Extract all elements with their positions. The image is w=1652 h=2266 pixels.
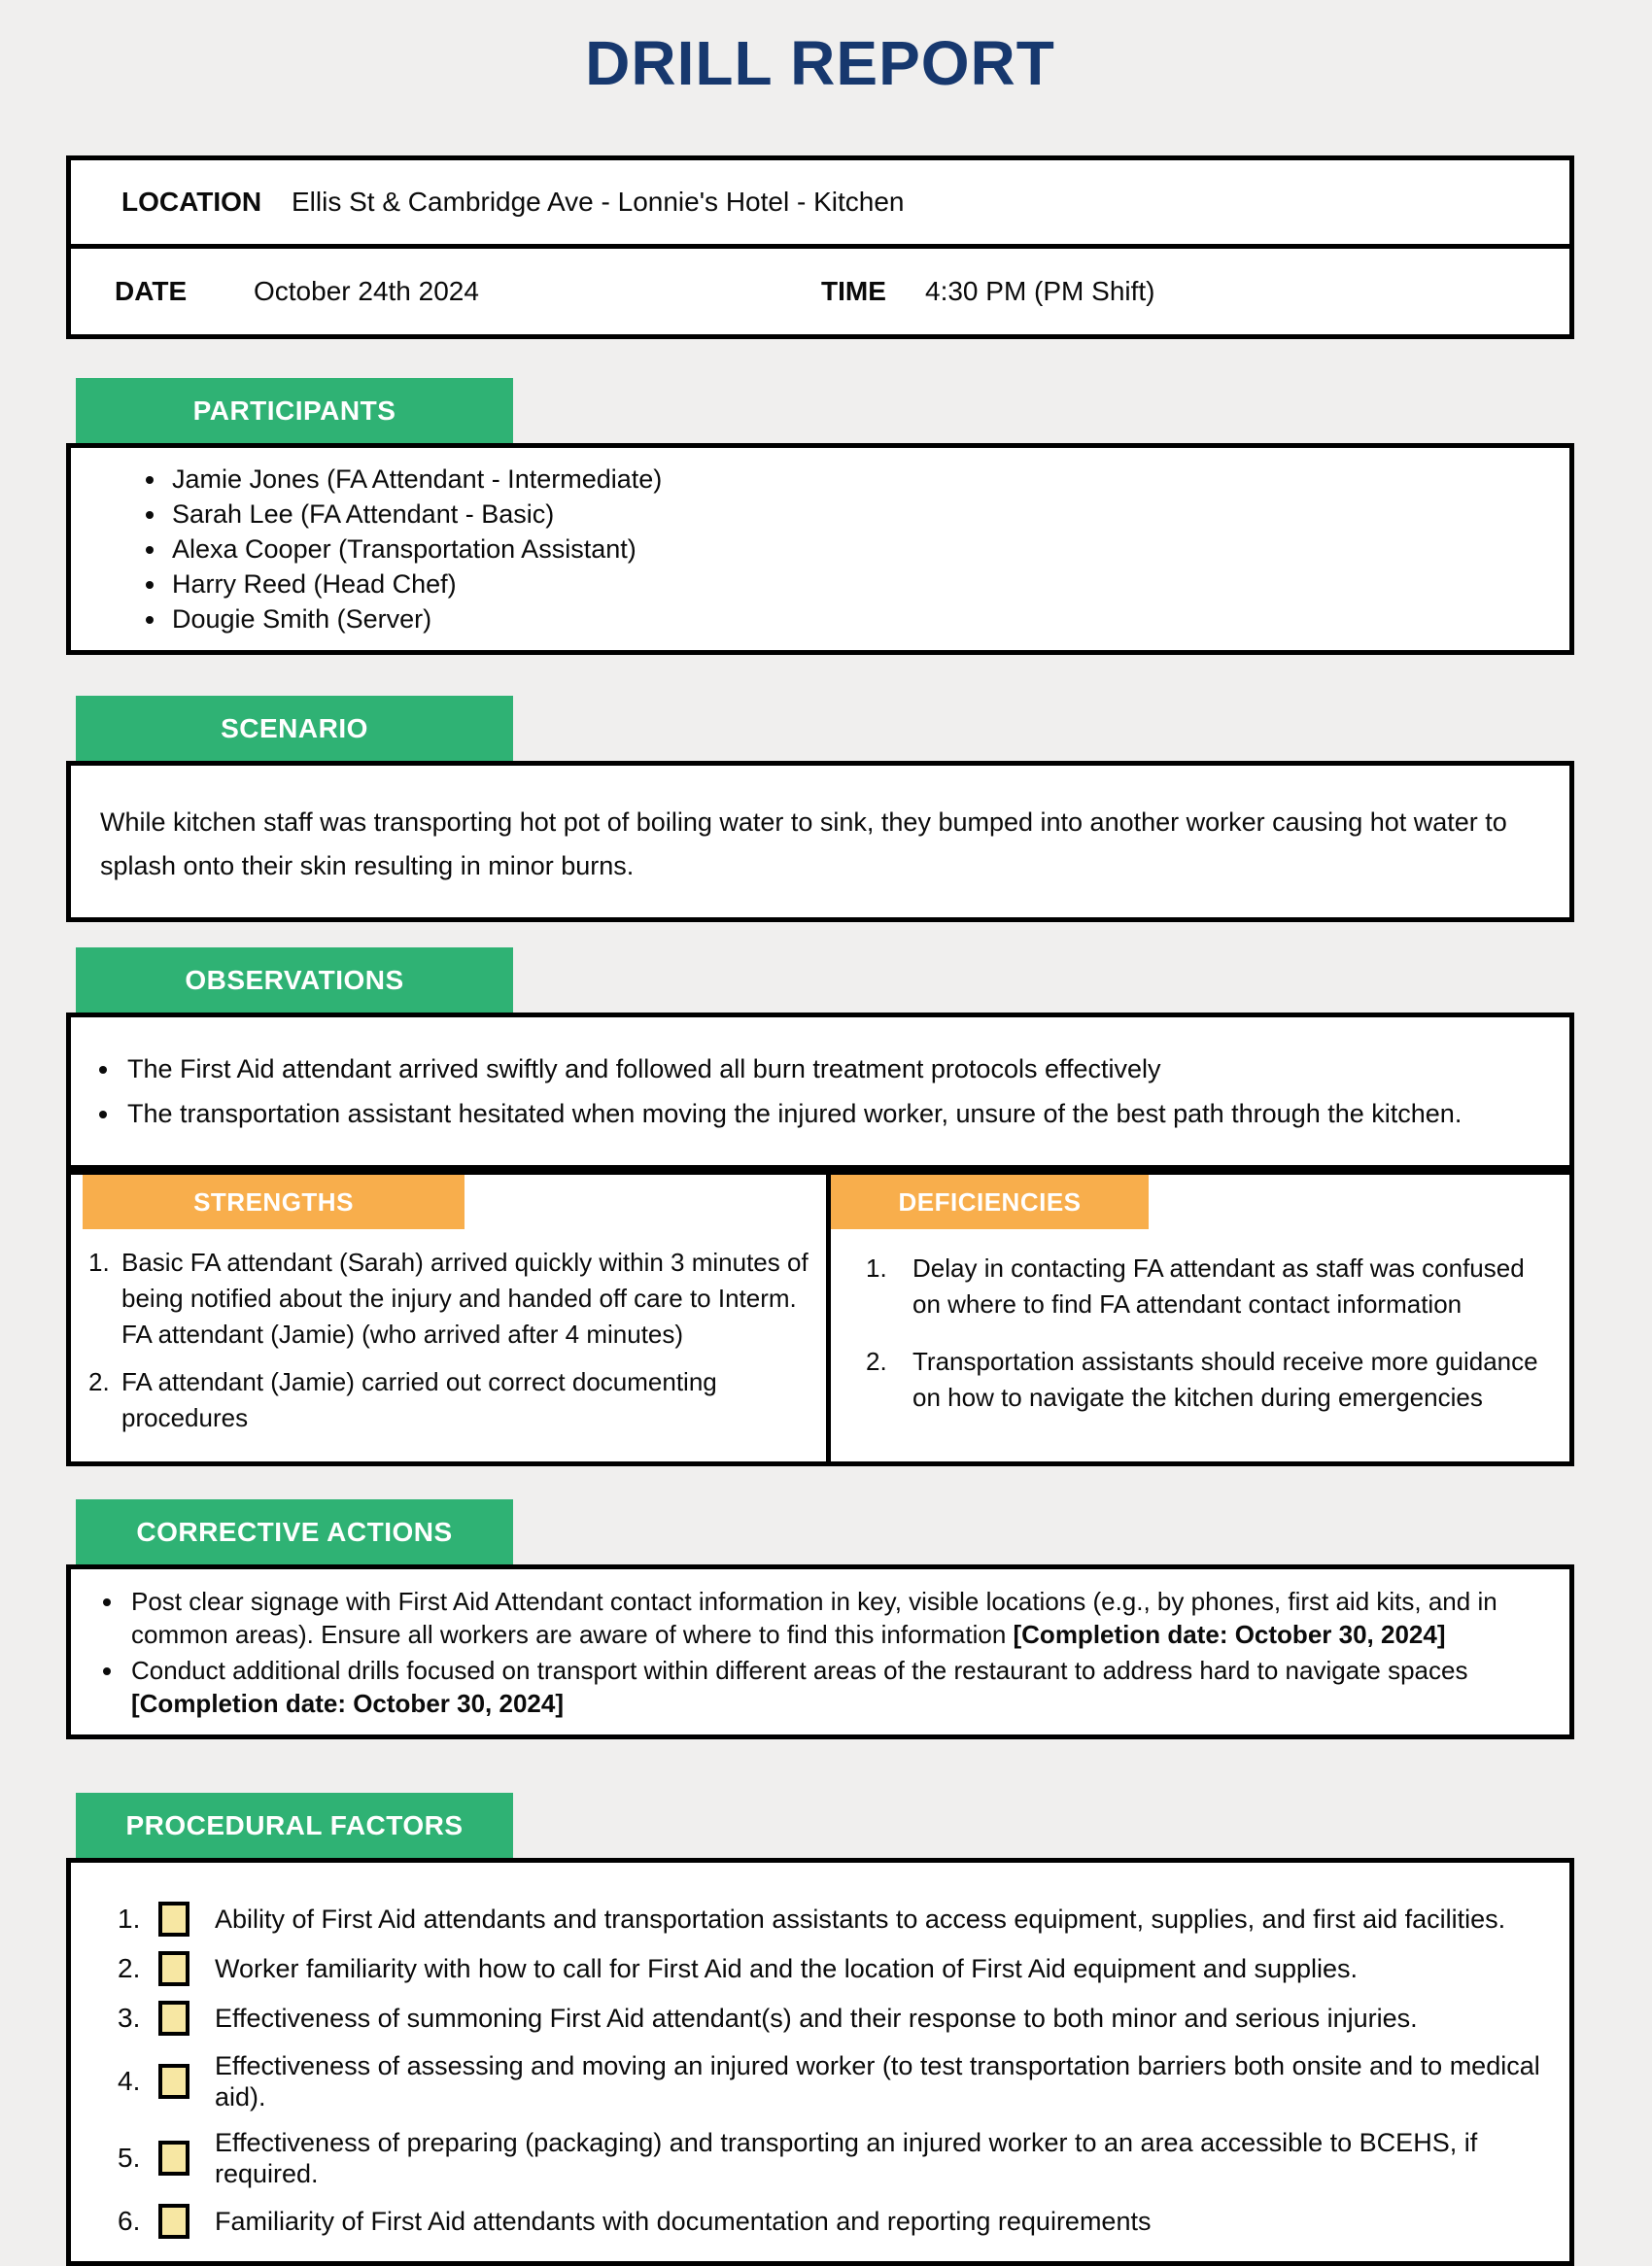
time-value: 4:30 PM (PM Shift) [925, 276, 1155, 306]
procedural-factor-number: 1. [118, 1904, 141, 1934]
corrective-action-item [125, 1585, 1546, 1651]
datetime-row [71, 244, 1569, 334]
deficiency-item [866, 1344, 1546, 1416]
scenario-section-header: SCENARIO [76, 696, 513, 761]
deficiency-item-number: 2. [866, 1347, 887, 1376]
unchecked-checkbox[interactable] [158, 2141, 189, 2176]
procedural-factor-number: 5. [118, 2143, 141, 2173]
deficiency-item [866, 1251, 1546, 1322]
unchecked-checkbox[interactable] [158, 2064, 189, 2099]
deficiency-item-text: Delay in contacting FA attendant as staff was confused on where to find FA attendant contact information [912, 1253, 1525, 1319]
page-title: DRILL REPORT [585, 28, 1055, 98]
procedural-factor-text: Effectiveness of assessing and moving an injured worker (to test transportation barriers both onsite and to medical aid). [215, 2051, 1540, 2112]
scenario-box [66, 761, 1574, 922]
deficiencies-header: DEFICIENCIES [831, 1175, 1149, 1229]
corrective-action-item [125, 1654, 1546, 1720]
location-value: Ellis St & Cambridge Ave - Lonnie's Hotel - Kitchen [292, 187, 905, 217]
corrective-action-text: Conduct additional drills focused on transport within different areas of the restaurant to address hard to navigate spaces [131, 1656, 1468, 1685]
info-box [66, 155, 1574, 339]
date-label: DATE [115, 276, 188, 306]
completion-date: [Completion date: October 30, 2024] [1013, 1620, 1446, 1649]
procedural-factor-text: Ability of First Aid attendants and transportation assistants to access equipment, supplies, and first aid facilities. [215, 1905, 1506, 1934]
observation-item: • The transportation assistant hesitated when moving the injured worker, unsure of the best path through the kitchen. [121, 1091, 1550, 1136]
procedural-factor-number: 2. [118, 1953, 141, 1983]
unchecked-checkbox[interactable] [158, 2001, 189, 2036]
observations-box [66, 1013, 1574, 1170]
unchecked-checkbox[interactable] [158, 2204, 189, 2239]
completion-date: [Completion date: October 30, 2024] [131, 1689, 564, 1718]
procedural-factors-box [66, 1858, 1574, 2266]
deficiency-item-number: 1. [866, 1253, 887, 1283]
procedural-factor-text: Familiarity of First Aid attendants with documentation and reporting requirements [215, 2207, 1152, 2236]
observations-list [71, 1047, 1550, 1136]
procedural-factor-text: Worker familiarity with how to call for First Aid and the location of First Aid equipment and supplies. [215, 1954, 1359, 1983]
strength-item [88, 1364, 812, 1436]
scenario-text: While kitchen staff was transporting hot pot of boiling water to sink, they bumped into another worker causing hot water to splash onto their skin resulting in minor burns. [100, 807, 1507, 880]
procedural-factor-row [118, 2050, 1550, 2112]
corrective-actions-section-header: CORRECTIVE ACTIONS [76, 1499, 513, 1564]
deficiencies-box [826, 1170, 1574, 1466]
corrective-actions-list [71, 1585, 1546, 1720]
strength-item [88, 1245, 812, 1353]
strengths-deficiencies-columns [66, 1170, 1574, 1466]
procedural-factor-row [118, 2127, 1550, 2189]
strengths-box [66, 1170, 831, 1466]
procedural-factor-row [118, 2204, 1550, 2239]
participant-item: • Harry Reed (Head Chef) [168, 566, 1550, 601]
participant-item: • Sarah Lee (FA Attendant - Basic) [168, 497, 1550, 532]
procedural-factor-text: Effectiveness of summoning First Aid attendant(s) and their response to both minor and serious injuries. [215, 2004, 1418, 2033]
participant-item: • Alexa Cooper (Transportation Assistant) [168, 532, 1550, 566]
observation-item: • The First Aid attendant arrived swiftly and followed all burn treatment protocols effectively [121, 1047, 1550, 1091]
deficiencies-list [831, 1229, 1569, 1451]
location-label: LOCATION [121, 187, 262, 217]
unchecked-checkbox[interactable] [158, 1902, 189, 1937]
unchecked-checkbox[interactable] [158, 1951, 189, 1986]
participant-item: • Dougie Smith (Server) [168, 601, 1550, 636]
corrective-actions-box [66, 1564, 1574, 1739]
procedural-factor-row [118, 1951, 1550, 1986]
participants-section-header: PARTICIPANTS [76, 378, 513, 443]
date-value: October 24th 2024 [254, 276, 479, 306]
strength-item-number: 2. [88, 1367, 110, 1396]
corrective-action-text: Post clear signage with First Aid Attendant contact information in key, visible locations (e.g., by phones, first aid kits, and in common areas). Ensure all workers are aware of where to find this information [131, 1587, 1497, 1649]
procedural-factor-number: 6. [118, 2206, 141, 2236]
procedural-factors-section-header: PROCEDURAL FACTORS [76, 1793, 513, 1858]
participants-box [66, 443, 1574, 655]
procedural-factor-row [118, 2001, 1550, 2036]
participants-list [71, 462, 1550, 636]
deficiency-item-text: Transportation assistants should receive more guidance on how to navigate the kitchen during emergencies [912, 1347, 1538, 1412]
procedural-factor-number: 3. [118, 2003, 141, 2033]
time-label: TIME [821, 276, 886, 306]
participant-item: • Jamie Jones (FA Attendant - Intermediate) [168, 462, 1550, 497]
observations-section-header: OBSERVATIONS [76, 947, 513, 1013]
procedural-factor-text: Effectiveness of preparing (packaging) and transporting an injured worker to an area accessible to BCEHS, if required. [215, 2128, 1478, 2188]
strengths-list [71, 1229, 826, 1461]
location-row [71, 160, 1569, 244]
procedural-factor-number: 4. [118, 2066, 141, 2096]
strength-item-number: 1. [88, 1248, 110, 1277]
procedural-factor-row [118, 1902, 1550, 1937]
strength-item-text: Basic FA attendant (Sarah) arrived quickly within 3 minutes of being notified about the injury and handed off care to Interm. FA attendant (Jamie) (who arrived after 4 minutes) [121, 1248, 809, 1349]
strength-item-text: FA attendant (Jamie) carried out correct documenting procedures [121, 1367, 717, 1432]
strengths-header: STRENGTHS [83, 1175, 465, 1229]
